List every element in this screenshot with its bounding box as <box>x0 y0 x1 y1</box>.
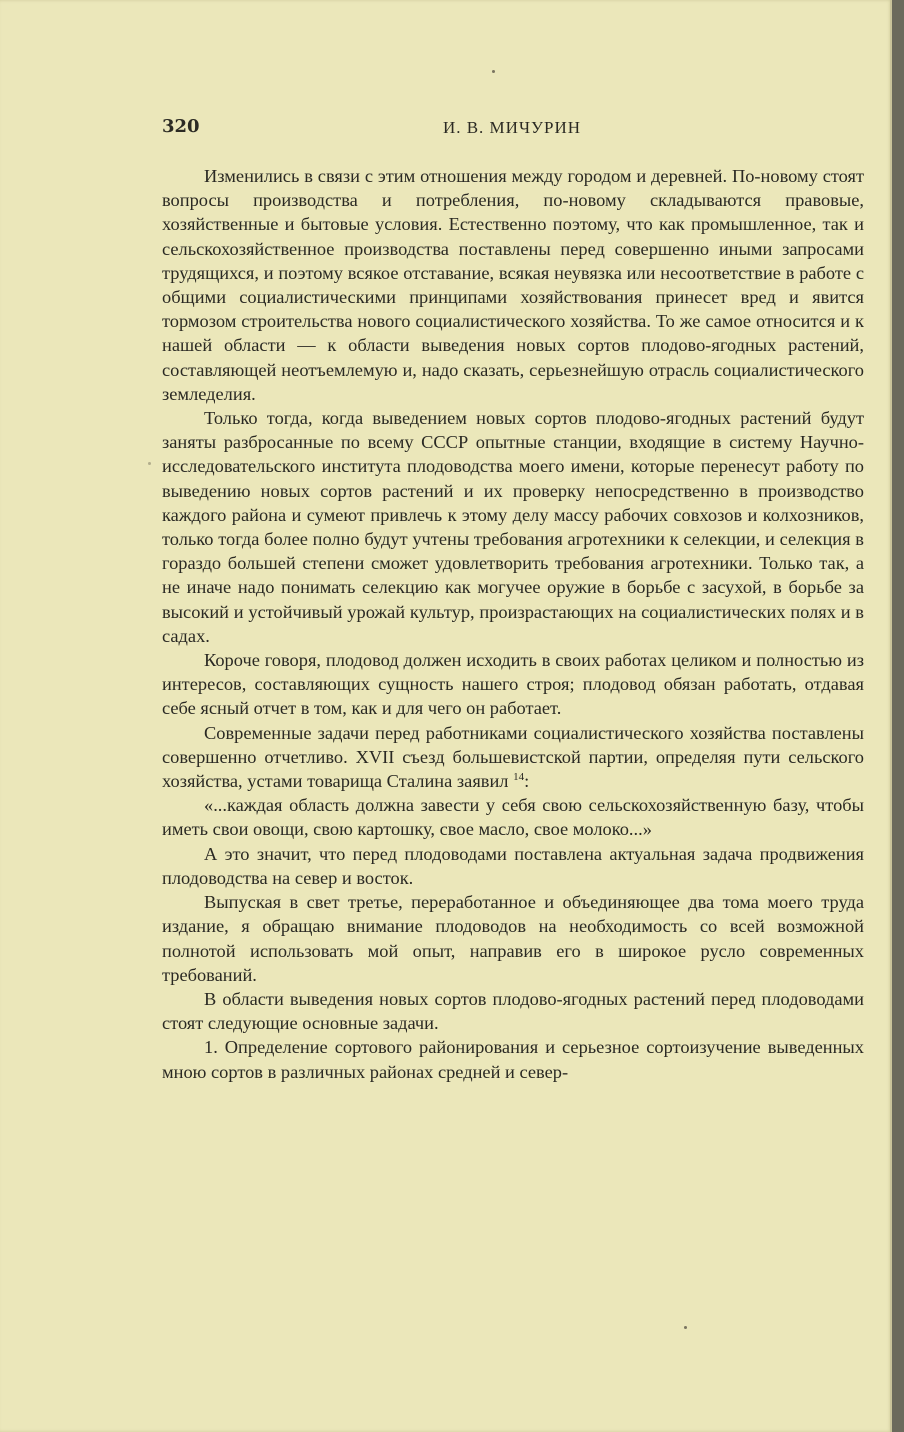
paragraph-text: В области выведения новых сортов плодово-ягодных растений перед плодоводами стоят следующие основные задачи. <box>162 988 864 1034</box>
paper-speck <box>492 70 495 73</box>
page-header <box>162 116 862 142</box>
quotation-text: «...каждая область должна завести у себя свою сельскохозяйственную базу, чтобы иметь свои овощи, свою картошку, свое масло, свое молоко...» <box>162 795 864 840</box>
paragraph-text: Изменились в связи с этим отношения между городом и деревней. По-новому стоят вопросы производства и потребления, по-новому складываются правовые, хозяйственные и бытовые условия. Естественно поэтому, что как промышленное, так и сельскохозяйственное производства поставлены перед совершенно иными запросами трудящихся, и поэтому всякое отставание, всякая неувязка или несоответствие в работе с общими социалистическими принципами хозяйствования принесет вред и явится тормозом строительства нового социалистического хозяйства. То же самое относится и к нашей области — к области выведения новых сортов плодово-ягодных растений, составляющей неотъемлемую и, надо сказать, серьезнейшую отрасль социалистического земледелия. <box>162 166 864 404</box>
paragraph <box>162 842 864 890</box>
paragraph-text: А это значит, что перед плодоводами поставлена актуальная задача продвижения плодоводства на север и восток. <box>162 843 864 888</box>
paragraph <box>162 721 864 794</box>
paragraph-text: Только тогда, когда выведением новых сортов плодово-ягодных растений будут заняты разбросанные по всему СССР опытные станции, входящие в систему Научно-исследовательского института плодоводства моего имени, которые перенесут работу по выведению новых сортов растений и их проверку непосредственно в производство каждого района и сумеют привлечь к этому делу массу рабочих совхозов и колхозников, только тогда более полно будут учтены требования агротехники к селекции, и селекция в гораздо большей степени сможет удовлетворить требования агротехники. Только так, а не иначе надо понимать селекцию как могучее оружие в борьбе с засухой, в борьбе за высокий и устойчивый урожай культур, произрастающих на социалистических полях и в садах. <box>162 408 864 646</box>
paper-speck <box>148 462 151 465</box>
paragraph-text: Короче говоря, плодовод должен исходить в своих работах целиком и полностью из интересов, составляющих сущность нашего строя; плодовод обязан работать, отдавая себе ясный отчет в том, как и для чего он работает. <box>162 650 864 719</box>
page-number: 320 <box>162 116 200 137</box>
paragraph <box>162 406 864 648</box>
running-head: И. В. МИЧУРИН <box>442 118 582 137</box>
paragraph <box>162 987 864 1035</box>
footnote-marker[interactable]: 14 <box>513 770 525 783</box>
paragraph <box>162 164 864 406</box>
body-text <box>162 164 864 1084</box>
paragraph <box>162 1035 864 1083</box>
paragraph-tail: : <box>524 771 530 792</box>
paper-speck <box>684 1326 687 1329</box>
paragraph-text: Современные задачи перед работниками социалистического хозяйства поставлены совершенно отчетливо. XVII съезд большевистской партии, определяя пути сельского хозяйства, устами товарища Сталина заявил <box>162 722 864 792</box>
paragraph-text: 1. Определение сортового районирования и серьезное сортоизучение выведенных мною сортов в различных районах средней и север- <box>162 1037 864 1082</box>
paragraph <box>162 648 864 721</box>
quotation <box>162 793 864 841</box>
paragraph-text: Выпуская в свет третье, переработанное и объединяющее два тома моего труда издание, я обращаю внимание плодоводов на необходимость со всей возможной полнотой использовать мой опыт, направив его в широкое русло современных требований. <box>162 892 864 985</box>
paragraph <box>162 890 864 987</box>
page-edge <box>892 0 904 1432</box>
